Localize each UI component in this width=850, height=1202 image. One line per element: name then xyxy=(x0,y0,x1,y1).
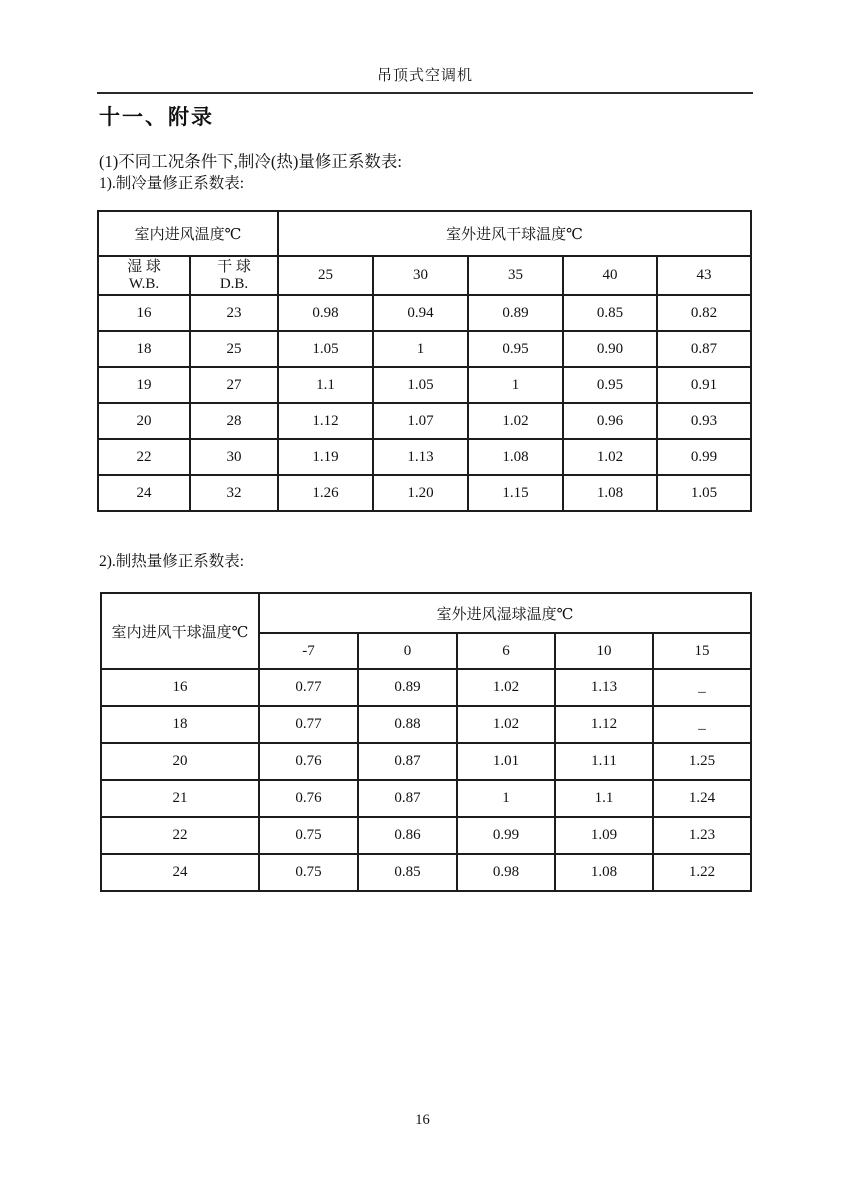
header-rule xyxy=(97,92,753,94)
cooling-correction-table xyxy=(97,210,752,512)
table-cell: 0.86 xyxy=(358,817,457,854)
table-cell: 1.19 xyxy=(278,439,373,475)
table-cell: 1.12 xyxy=(555,706,653,743)
table-cell: 0.75 xyxy=(259,817,358,854)
table-cell: 1 xyxy=(468,367,563,403)
table-cell: 1.26 xyxy=(278,475,373,511)
table-cell: 1.20 xyxy=(373,475,468,511)
running-header-title: 吊顶式空调机 xyxy=(376,68,473,84)
table-cell: 24 xyxy=(101,854,259,891)
table-cell: 0.85 xyxy=(358,854,457,891)
table-cell: 23 xyxy=(190,295,278,331)
table-cell: 1.05 xyxy=(657,475,751,511)
table-row xyxy=(101,743,751,780)
outdoor-temp-header: 室外进风湿球温度℃ xyxy=(259,593,751,633)
table-cell: 0.82 xyxy=(657,295,751,331)
table-cell: 0.76 xyxy=(259,780,358,817)
dry-bulb-abbr: D.B. xyxy=(219,275,249,292)
table-cell: 1.05 xyxy=(278,331,373,367)
table-subheader-row xyxy=(98,256,751,295)
table-row xyxy=(98,331,751,367)
heating-correction-table xyxy=(100,592,752,892)
table-cell: 20 xyxy=(101,743,259,780)
col-header: 6 xyxy=(457,633,555,669)
table-row xyxy=(101,669,751,706)
table-cell: 0.94 xyxy=(373,295,468,331)
table-row xyxy=(98,439,751,475)
table-cell: 0.93 xyxy=(657,403,751,439)
table-cell: 1.1 xyxy=(278,367,373,403)
table-cell: 1.1 xyxy=(555,780,653,817)
table-cell: 1.08 xyxy=(468,439,563,475)
table-cell: 0.76 xyxy=(259,743,358,780)
table-cell: 0.96 xyxy=(563,403,657,439)
table-cell: 27 xyxy=(190,367,278,403)
table-cell: 18 xyxy=(101,706,259,743)
wet-bulb-abbr: W.B. xyxy=(128,275,160,292)
table-cell: 18 xyxy=(98,331,190,367)
table-cell: 1.25 xyxy=(653,743,751,780)
table-cell: 0.99 xyxy=(657,439,751,475)
table-cell: 0.88 xyxy=(358,706,457,743)
table-cell: 25 xyxy=(190,331,278,367)
table-cell: 22 xyxy=(98,439,190,475)
table-cell: 1.13 xyxy=(373,439,468,475)
table-cell: 0.89 xyxy=(358,669,457,706)
col-header: 0 xyxy=(358,633,457,669)
running-header xyxy=(97,64,753,94)
table-header-row xyxy=(101,593,751,633)
table-row xyxy=(101,706,751,743)
table-row xyxy=(101,817,751,854)
table-cell: 1.15 xyxy=(468,475,563,511)
col-header: -7 xyxy=(259,633,358,669)
table-cell: 1.13 xyxy=(555,669,653,706)
table-cell: _ xyxy=(653,706,751,743)
table-cell: 30 xyxy=(190,439,278,475)
table-cell: 0.87 xyxy=(358,743,457,780)
dry-bulb-label: 干 球 xyxy=(217,258,251,275)
section-title: 十一、附录 xyxy=(99,105,214,129)
table-cell: 32 xyxy=(190,475,278,511)
table-cell: 1.01 xyxy=(457,743,555,780)
table-cell: 1.02 xyxy=(457,669,555,706)
table-cell: 1.11 xyxy=(555,743,653,780)
table-cell: 0.89 xyxy=(468,295,563,331)
table-cell: 1.05 xyxy=(373,367,468,403)
col-header: 10 xyxy=(555,633,653,669)
table-row xyxy=(98,475,751,511)
table-row xyxy=(101,854,751,891)
table-cell: 0.90 xyxy=(563,331,657,367)
table-cell: 0.91 xyxy=(657,367,751,403)
cooling-table-label: 1).制冷量修正系数表: xyxy=(99,175,245,192)
wet-bulb-label: 湿 球 xyxy=(127,258,161,275)
table-cell: 0.95 xyxy=(563,367,657,403)
intro-text: (1)不同工况条件下,制冷(热)量修正系数表: xyxy=(99,152,402,171)
table-cell: 1 xyxy=(373,331,468,367)
table-cell: 1.08 xyxy=(563,475,657,511)
table-cell: 1.24 xyxy=(653,780,751,817)
table-cell: 0.99 xyxy=(457,817,555,854)
table-cell: 0.87 xyxy=(358,780,457,817)
col-header: 40 xyxy=(563,256,657,295)
table-cell: 1.09 xyxy=(555,817,653,854)
table-cell: 1.23 xyxy=(653,817,751,854)
table-cell: 19 xyxy=(98,367,190,403)
table-cell: 0.85 xyxy=(563,295,657,331)
table-cell: 0.87 xyxy=(657,331,751,367)
table-row xyxy=(98,403,751,439)
table-header-row xyxy=(98,211,751,256)
indoor-temp-header: 室内进风干球温度℃ xyxy=(101,593,259,669)
table-cell: 0.75 xyxy=(259,854,358,891)
table-cell: 21 xyxy=(101,780,259,817)
col-header: 30 xyxy=(373,256,468,295)
table-cell: 16 xyxy=(98,295,190,331)
table-cell: 24 xyxy=(98,475,190,511)
table-row xyxy=(98,367,751,403)
table-cell: _ xyxy=(653,669,751,706)
table-cell: 0.77 xyxy=(259,706,358,743)
table-cell: 1.08 xyxy=(555,854,653,891)
col-header: 25 xyxy=(278,256,373,295)
col-header: 35 xyxy=(468,256,563,295)
table-cell: 1.02 xyxy=(457,706,555,743)
outdoor-temp-header: 室外进风干球温度℃ xyxy=(278,211,751,256)
page-number: 16 xyxy=(415,1112,430,1128)
table-cell: 1.12 xyxy=(278,403,373,439)
col-header: 43 xyxy=(657,256,751,295)
table-row xyxy=(98,295,751,331)
table-cell: 1.07 xyxy=(373,403,468,439)
table-cell: 20 xyxy=(98,403,190,439)
table-cell: 0.98 xyxy=(278,295,373,331)
indoor-temp-header: 室内进风温度℃ xyxy=(98,211,278,256)
table-cell: 1.02 xyxy=(563,439,657,475)
heating-table-label: 2).制热量修正系数表: xyxy=(99,553,245,570)
table-cell: 0.77 xyxy=(259,669,358,706)
table-cell: 1.02 xyxy=(468,403,563,439)
table-cell: 0.95 xyxy=(468,331,563,367)
table-row xyxy=(101,780,751,817)
col-header: 15 xyxy=(653,633,751,669)
table-cell: 28 xyxy=(190,403,278,439)
table-cell: 16 xyxy=(101,669,259,706)
table-cell: 22 xyxy=(101,817,259,854)
wet-bulb-header xyxy=(98,256,190,295)
table-cell: 1 xyxy=(457,780,555,817)
dry-bulb-header xyxy=(190,256,278,295)
table-cell: 0.98 xyxy=(457,854,555,891)
table-cell: 1.22 xyxy=(653,854,751,891)
